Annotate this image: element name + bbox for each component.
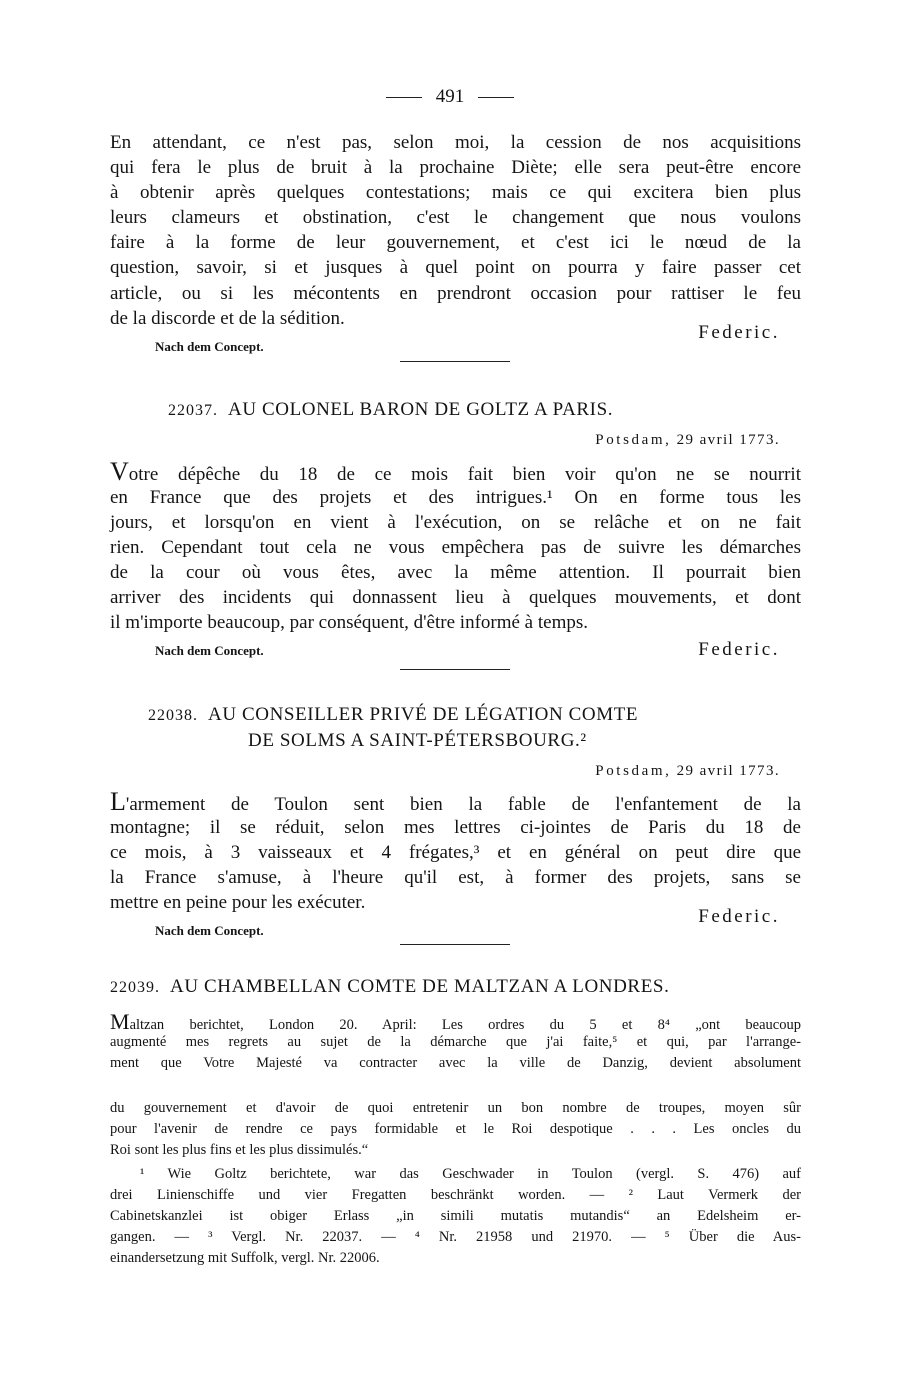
dateline-place: Potsdam,	[595, 763, 672, 779]
summary-line: augmenté mes regrets au sujet de la démarche que j'ai faite,⁵ et qui, par l'arrange-	[110, 1034, 801, 1050]
source-note: Nach dem Concept.	[155, 923, 264, 938]
paragraph-line: faire à la forme de leur gouvernement, et c'est ici le nœud de la	[110, 232, 801, 253]
paragraph-line: en France que des projets et des intrigues.¹ On en forme tous les	[110, 487, 801, 508]
paragraph-line: de la discorde et de la sédition.	[110, 308, 345, 329]
drop-cap: L	[110, 787, 126, 816]
dateline-place: Potsdam,	[595, 432, 672, 448]
footnote-line: gangen. — ³ Vergl. Nr. 22037. — ⁴ Nr. 21958 und 21970. — ⁵ Über die Aus-	[110, 1229, 801, 1245]
header-rule-right	[478, 97, 514, 98]
quote-line: pour l'avenir de rendre ce pays formidable et le Roi despotique . . . Les oncles du	[110, 1121, 801, 1137]
paragraph-line: il m'importe beaucoup, par conséquent, d'être informé à temps.	[110, 612, 588, 633]
paragraph-line: jours, et lorsqu'on en vient à l'exécution, on se relâche et on ne fait	[110, 512, 801, 533]
paragraph-line: question, savoir, si et jusques à quel point on pourra y faire passer cet	[110, 257, 801, 278]
letter-number: 22038.	[148, 707, 198, 724]
summary-line: ment que Votre Majesté va contracter avec la ville de Danzig, devient absolument	[110, 1055, 801, 1071]
signature: Federic.	[698, 639, 780, 660]
letter-heading	[148, 704, 638, 726]
header-rule-left	[386, 97, 422, 98]
letter-number: 22039.	[110, 979, 160, 996]
dateline-date: 29 avril 1773.	[676, 763, 780, 779]
line-text: altzan berichtet, London 20. April: Les ordres du 5 et 8⁴ „ont beaucoup	[129, 1017, 801, 1033]
letter-number: 22037.	[168, 402, 218, 419]
letter-heading	[168, 399, 613, 421]
footnote-line: einandersetzung mit Suffolk, vergl. Nr. 22006.	[110, 1250, 380, 1266]
paragraph-line: En attendant, ce n'est pas, selon moi, la cession de nos acquisitions	[110, 132, 801, 153]
letter-recipient: AU COLONEL BARON DE GOLTZ A PARIS.	[228, 399, 614, 420]
paragraph-line: ce mois, à 3 vaisseaux et 4 frégates,³ et en général on peut dire que	[110, 842, 801, 863]
separator-rule	[400, 669, 510, 670]
paragraph-line	[110, 789, 801, 817]
letter-recipient: AU CONSEILLER PRIVÉ DE LÉGATION COMTE	[208, 704, 639, 725]
dateline	[595, 763, 780, 780]
drop-cap: V	[110, 457, 129, 486]
source-note: Nach dem Concept.	[155, 643, 264, 658]
paragraph-line: qui fera le plus de bruit à la prochaine Diète; elle sera peut-être encore	[110, 157, 801, 178]
letter-heading	[110, 976, 669, 998]
page-number: 491	[435, 86, 465, 107]
dateline-date: 29 avril 1773.	[676, 432, 780, 448]
source-note: Nach dem Concept.	[155, 339, 264, 354]
paragraph-line: de la cour où vous êtes, avec la même attention. Il pourrait bien	[110, 562, 801, 583]
quote-line: du gouvernement et d'avoir de quoi entretenir un bon nombre de troupes, moyen sûr	[110, 1100, 801, 1116]
separator-rule	[400, 944, 510, 945]
paragraph-line: article, ou si les mécontents en prendront occasion pour rattiser le feu	[110, 283, 801, 304]
footnote-line: ¹ Wie Goltz berichtete, war das Geschwader in Toulon (vergl. S. 476) auf	[140, 1166, 801, 1182]
drop-cap: M	[110, 1009, 130, 1034]
signature: Federic.	[698, 322, 780, 343]
paragraph-line	[110, 459, 801, 487]
footnote-line: drei Linienschiffe und vier Fregatten beschränkt worden. — ² Laut Vermerk der	[110, 1187, 801, 1203]
paragraph-line: à obtenir après quelques contestations; mais ce qui excitera bien plus	[110, 182, 801, 203]
paragraph-line: mettre en peine pour les exécuter.	[110, 892, 366, 913]
paragraph-line: arriver des incidents qui donnassent lieu à quelques mouvements, et dont	[110, 587, 801, 608]
paragraph-line: montagne; il se réduit, selon mes lettres ci-jointes de Paris du 18 de	[110, 817, 801, 838]
dateline	[595, 432, 780, 449]
letter-heading-continued: DE SOLMS A SAINT-PÉTERSBOURG.²	[248, 730, 587, 751]
line-text: otre dépêche du 18 de ce mois fait bien voir qu'on ne se nourrit	[128, 464, 801, 485]
footnote-line: Cabinetskanzlei ist obiger Erlass „in simili mutatis mutandis“ an Edelsheim er-	[110, 1208, 801, 1224]
quote-line: Roi sont les plus fins et les plus dissimulés.“	[110, 1142, 369, 1158]
signature: Federic.	[698, 906, 780, 927]
line-text: 'armement de Toulon sent bien la fable de l'enfantement de la	[125, 794, 801, 815]
letter-recipient: AU CHAMBELLAN COMTE DE MALTZAN A LONDRES.	[170, 976, 670, 997]
page-header	[0, 86, 900, 108]
paragraph-line: la France s'amuse, à l'heure qu'il est, à former des projets, sans se	[110, 867, 801, 888]
separator-rule	[400, 361, 510, 362]
paragraph-line: leurs clameurs et obstination, c'est le changement que nous voulons	[110, 207, 801, 228]
paragraph-line: rien. Cependant tout cela ne vous empêchera pas de suivre les démarches	[110, 537, 801, 558]
